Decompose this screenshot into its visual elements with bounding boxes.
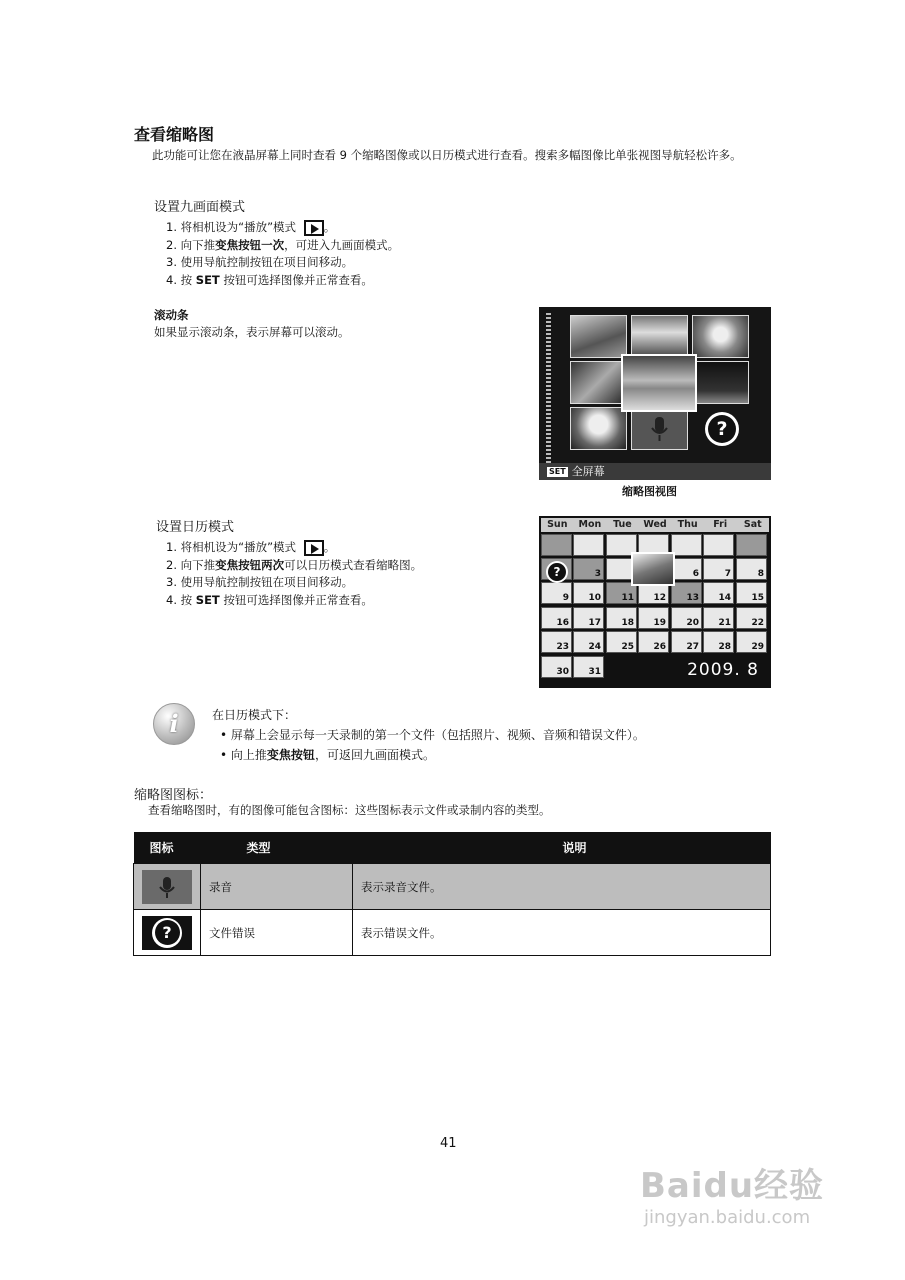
step-4: 4. 按 SET 按钮可选择图像并正常查看。: [166, 592, 373, 607]
calendar-day-number: 17: [588, 618, 601, 628]
thumbnail-view-screen: [539, 307, 771, 480]
calendar-day-cell[interactable]: [573, 582, 604, 604]
weekday-label: Sun: [547, 519, 568, 530]
page-title: 查看缩略图: [134, 125, 215, 144]
calendar-day-number: 29: [751, 642, 764, 652]
calendar-day-number: 6: [692, 569, 699, 579]
screen-bottom-bar: [539, 463, 771, 480]
calendar-day-number: 21: [718, 618, 731, 628]
calendar-day-cell[interactable]: [736, 534, 767, 556]
step-1: 1. 将相机设为“播放”模式 。: [166, 220, 336, 234]
calendar-day-number: 22: [751, 618, 764, 628]
table-row: [134, 864, 771, 910]
thumbnail-selected: [621, 354, 697, 412]
calendar-day-cell[interactable]: [736, 631, 767, 653]
scrollbar-heading: 滚动条: [154, 308, 189, 322]
watermark-main: Baidu经验: [640, 1166, 825, 1206]
nine-mode-heading: 设置九画面模式: [154, 200, 246, 215]
icons-text: 查看缩略图时，有的图像可能包含图标：这些图标表示文件或录制内容的类型。: [148, 803, 551, 817]
calendar-day-cell[interactable]: [736, 582, 767, 604]
calendar-day-number: 27: [686, 642, 699, 652]
thumbnail-caption: 缩略图视图: [622, 485, 677, 498]
thumbnail-photo: [692, 315, 749, 358]
info-icon: i: [153, 703, 195, 745]
calendar-day-cell[interactable]: [541, 607, 572, 629]
microphone-icon: [142, 870, 192, 904]
watermark-sub: jingyan.baidu.com: [644, 1207, 811, 1228]
calendar-day-cell[interactable]: [606, 607, 637, 629]
thumbnail-photo: [570, 315, 627, 358]
fullscreen-label: 全屏幕: [571, 465, 605, 478]
weekday-label: Mon: [578, 519, 602, 530]
column-header: 类型: [201, 832, 353, 864]
calendar-day-number: 12: [653, 593, 666, 603]
desc-cell: 表示错误文件。: [353, 910, 771, 956]
weekday-label: Wed: [643, 519, 667, 530]
calendar-day-number: 16: [556, 618, 569, 628]
play-mode-icon: [304, 220, 324, 236]
nine-mode-steps: [166, 219, 399, 289]
calendar-day-cell[interactable]: [573, 607, 604, 629]
step-2: 2. 向下推变焦按钮一次，可进入九画面模式。: [166, 237, 400, 252]
page-number: 41: [440, 1136, 457, 1151]
question-icon: ?: [142, 916, 192, 950]
note-item: • 向上推变焦按钮，可返回九画面模式。: [220, 745, 645, 765]
scrollbar: [546, 313, 551, 463]
calendar-day-cell[interactable]: [541, 631, 572, 653]
step-3: 3. 使用导航控制按钮在项目间移动。: [166, 575, 354, 589]
calendar-day-cell[interactable]: [573, 656, 604, 678]
calendar-day-cell[interactable]: [541, 656, 572, 678]
calendar-day-cell[interactable]: [541, 582, 572, 604]
calendar-day-number: 31: [588, 667, 601, 677]
calendar-day-number: 9: [562, 593, 569, 603]
note-heading: 在日历模式下：: [212, 708, 297, 722]
calendar-day-number: 25: [621, 642, 634, 652]
column-header: 图标: [134, 832, 201, 864]
step-1: 1. 将相机设为“播放”模式 。: [166, 540, 336, 554]
calendar-day-number: 28: [718, 642, 731, 652]
calendar-mode-steps: [166, 539, 422, 609]
step-4: 4. 按 SET 按钮可选择图像并正常查看。: [166, 272, 373, 287]
calendar-day-cell[interactable]: [703, 582, 734, 604]
set-badge: SET: [549, 467, 566, 476]
thumbnail-photo: [570, 407, 627, 450]
scrollbar-text: 如果显示滚动条，表示屏幕可以滚动。: [154, 325, 350, 339]
thumbnail-photo: [570, 361, 627, 404]
weekday-label: Fri: [713, 519, 728, 530]
weekday-label: Tue: [613, 519, 632, 530]
thumbnail-photo: [692, 361, 749, 404]
step-3: 3. 使用导航控制按钮在项目间移动。: [166, 255, 354, 269]
calendar-day-cell[interactable]: [671, 534, 702, 556]
calendar-day-cell[interactable]: [671, 631, 702, 653]
calendar-day-number: 11: [621, 593, 634, 603]
calendar-day-cell[interactable]: [703, 558, 734, 580]
thumbnail-audio: [631, 407, 688, 450]
calendar-day-number: 8: [757, 569, 764, 579]
calendar-day-number: 13: [686, 593, 699, 603]
icons-heading: 缩略图图标：: [134, 788, 213, 803]
calendar-day-number: 3: [594, 569, 601, 579]
thumbnail-photo: [631, 315, 688, 358]
calendar-day-number: 26: [653, 642, 666, 652]
calendar-day-number: 14: [718, 593, 731, 603]
calendar-day-number: 7: [724, 569, 731, 579]
calendar-day-cell[interactable]: [736, 558, 767, 580]
calendar-day-number: 23: [556, 642, 569, 652]
calendar-day-number: 15: [751, 593, 764, 603]
weekday-label: Thu: [677, 519, 698, 530]
calendar-day-number: 18: [621, 618, 634, 628]
note-list: [212, 725, 645, 765]
calendar-day-cell[interactable]: [573, 631, 604, 653]
play-mode-icon: [304, 540, 324, 556]
calendar-day-cell[interactable]: [638, 607, 669, 629]
calendar-day-cell[interactable]: [606, 631, 637, 653]
type-cell: 文件错误: [201, 910, 353, 956]
table-header-row: [134, 832, 771, 864]
column-header: 说明: [353, 832, 771, 864]
question-icon: ?: [546, 561, 568, 583]
calendar-day-cell[interactable]: [638, 631, 669, 653]
calendar-day-cell[interactable]: [736, 607, 767, 629]
calendar-note: [212, 705, 645, 765]
calendar-day-number: 20: [686, 618, 699, 628]
calendar-mode-heading: 设置日历模式: [156, 520, 235, 535]
type-cell: 录音: [201, 864, 353, 910]
calendar-day-cell[interactable]: [671, 607, 702, 629]
calendar-day-number: 19: [653, 618, 666, 628]
intro-paragraph: 此功能可让您在液晶屏幕上同时查看 9 个缩略图像或以日历模式进行查看。搜索多幅图像比单张视图导航轻松许多。: [152, 148, 742, 162]
desc-cell: 表示录音文件。: [353, 864, 771, 910]
calendar-day-cell[interactable]: [573, 558, 604, 580]
calendar-day-number: 10: [588, 593, 601, 603]
calendar-day-cell[interactable]: [703, 607, 734, 629]
calendar-selected-thumbnail[interactable]: [631, 552, 675, 586]
calendar-day-number: 30: [556, 667, 569, 677]
icons-table: [133, 832, 771, 956]
microphone-icon: [632, 408, 687, 449]
calendar-day-cell[interactable]: [671, 582, 702, 604]
table-row: [134, 910, 771, 956]
calendar-day-number: 24: [588, 642, 601, 652]
calendar-view-screen: [539, 516, 771, 688]
calendar-day-cell[interactable]: [671, 558, 702, 580]
weekday-label: Sat: [743, 519, 762, 530]
calendar-day-cell[interactable]: [541, 534, 572, 556]
calendar-day-cell[interactable]: [703, 631, 734, 653]
step-2: 2. 向下推变焦按钮两次可以日历模式查看缩略图。: [166, 557, 423, 572]
calendar-day-cell[interactable]: [573, 534, 604, 556]
calendar-weekday-header: [541, 518, 769, 532]
baidu-watermark: [640, 1158, 824, 1228]
calendar-day-cell[interactable]: [703, 534, 734, 556]
calendar-year-month: 2009. 8: [687, 660, 759, 680]
question-icon: ?: [705, 412, 739, 446]
note-item: • 屏幕上会显示每一天录制的第一个文件（包括照片、视频、音频和错误文件）。: [220, 725, 645, 745]
thumbnail-error: [692, 407, 749, 450]
